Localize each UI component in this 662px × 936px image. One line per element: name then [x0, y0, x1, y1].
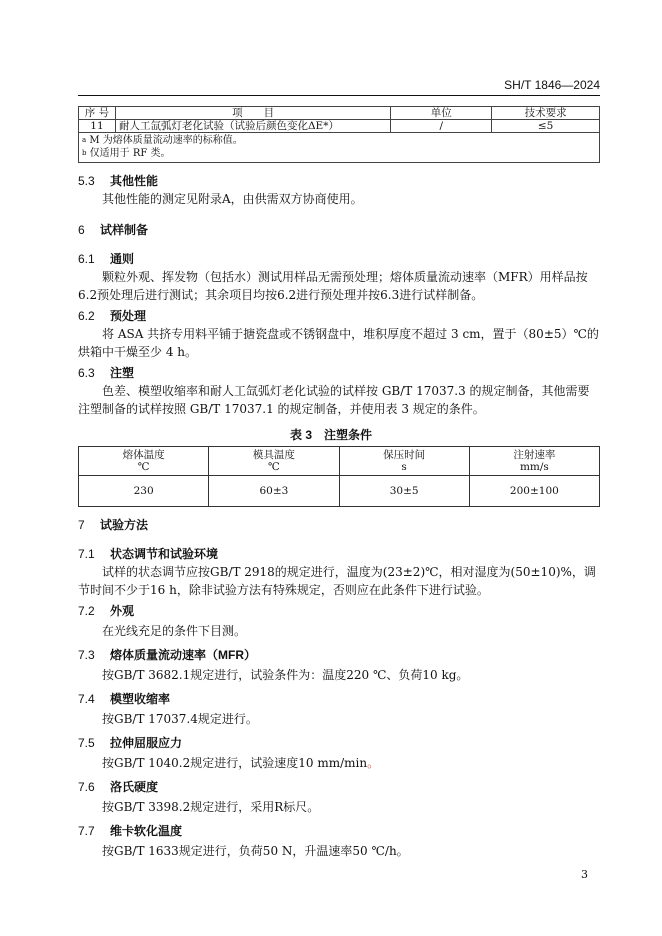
header-requirement: 技术要求 — [492, 107, 600, 120]
cell-item: 耐人工氙弧灯老化试验（试验后颜色变化ΔE*） — [115, 120, 390, 133]
header-mold-temp: 模具温度 ℃ — [209, 447, 339, 476]
requirements-table — [78, 106, 600, 163]
header-rule — [78, 95, 600, 96]
document-code: SH/T 1846—2024 — [504, 78, 600, 92]
section-heading-7: 7 试验方法 — [78, 518, 149, 532]
page-number: 3 — [581, 868, 588, 881]
section-body-6-1: 颗粒外观、挥发物（包括水）测试用样品无需预处理；熔体质量流动速率（MFR）用样品按6.2预处理后进行测试；其余项目均按6.2进行预处理并按6.3进行试样制备。 — [78, 270, 588, 302]
section-body-7-2: 在光线充足的条件下目测。 — [102, 624, 247, 638]
value-mold-temp: 60±3 — [209, 476, 339, 507]
section-body-7-7: 按GB/T 1633规定进行，负荷50 N，升温速率50 ℃/h。 — [102, 844, 409, 858]
section-heading-7-5: 7.5 拉伸屈服应力 — [78, 736, 183, 750]
section-heading-6-1: 6.1 通则 — [78, 252, 135, 266]
table-row — [79, 120, 600, 133]
section-body-7-6: 按GB/T 3398.2规定进行，采用R标尺。 — [102, 800, 320, 814]
section-body-7-3: 按GB/T 3682.1规定进行，试验条件为：温度220 ℃、负荷10 kg。 — [102, 668, 469, 682]
section-heading-5-3: 5.3 其他性能 — [78, 174, 159, 188]
section-heading-7-1: 7.1 状态调节和试验环境 — [78, 547, 219, 561]
cell-seq: 11 — [79, 120, 116, 133]
section-heading-7-7: 7.7 维卡软化温度 — [78, 824, 183, 838]
table3-caption: 表 3 注塑条件 — [289, 428, 372, 442]
value-melt-temp: 230 — [79, 476, 209, 507]
table-header-row — [79, 107, 600, 120]
value-injection-rate: 200±100 — [469, 476, 599, 507]
section-heading-6-2: 6.2 预处理 — [78, 309, 147, 323]
section-heading-6-3: 6.3 注塑 — [78, 366, 135, 380]
section-body-7-4: 按GB/T 17037.4规定进行。 — [102, 712, 258, 726]
section-body-6-3: 色差、模塑收缩率和耐人工氙弧灯老化试验的试样按 GB/T 17037.3 的规定制备，其他需要注塑制备的试样按照 GB/T 17037.1 的规定制备，并使用表 3 规定的条件。 — [78, 384, 590, 416]
section-heading-6: 6 试样制备 — [78, 223, 149, 237]
header-item: 项 目 — [115, 107, 390, 120]
section-heading-7-3: 7.3 熔体质量流动速率（MFR） — [78, 648, 256, 662]
header-unit: 单位 — [391, 107, 492, 120]
value-hold-time: 30±5 — [339, 476, 469, 507]
table-row — [79, 476, 600, 507]
table-header-row — [79, 447, 600, 476]
section-heading-7-6: 7.6 洛氏硬度 — [78, 780, 159, 794]
section-body-7-1: 试样的状态调节应按GB/T 2918的规定进行，温度为(23±2)℃，相对湿度为(50±10)%，调节时间不少于16 h，除非试验方法有特殊规定，否则应在此条件下进行试验。 — [78, 565, 596, 597]
table-notes-row — [79, 133, 600, 163]
table-note: $^b$ 仅适用于 RF 类。 — [82, 148, 171, 159]
cell-requirement: ≤5 — [492, 120, 600, 133]
cell-unit: / — [391, 120, 492, 133]
section-heading-7-4: 7.4 模塑收缩率 — [78, 692, 171, 706]
header-seq: 序 号 — [79, 107, 116, 120]
header-melt-temp: 熔体温度 ℃ — [79, 447, 209, 476]
table-notes — [79, 133, 600, 163]
section-body-6-2: 将 ASA 共挤专用料平铺于搪瓷盘或不锈钢盘中，堆积厚度不超过 3 cm，置于（80±5）℃的烘箱中干燥至少 4 h。 — [78, 327, 599, 359]
section-body-7-5: 按GB/T 1040.2规定进行，试验速度10 mm/min。 — [102, 756, 380, 770]
header-injection-rate: 注射速率 mm/s — [469, 447, 599, 476]
table-note: $^a$ M 为熔体质量流动速率的标称值。 — [82, 135, 243, 146]
section-body-5-3: 其他性能的测定见附录A，由供需双方协商使用。 — [102, 192, 363, 206]
header-hold-time: 保压时间 s — [339, 447, 469, 476]
section-heading-7-2: 7.2 外观 — [78, 604, 135, 618]
injection-conditions-table — [78, 446, 600, 507]
red-period: 。 — [367, 756, 380, 770]
